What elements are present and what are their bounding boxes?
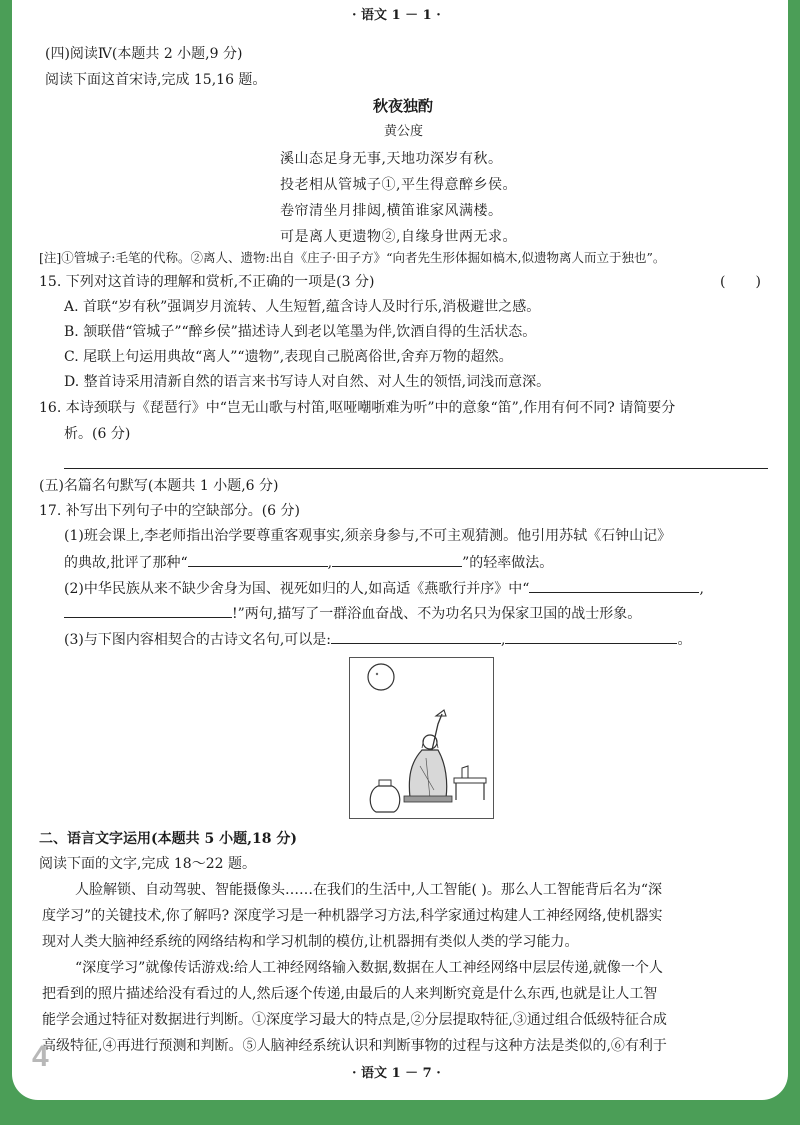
part-2-para2-line4: 高级特征,④再进行预测和判断。⑤人脑神经系统认识和判断事物的过程与这种方法是类似的,⑥有利于 <box>42 1038 667 1054</box>
poem-line-4: 可是离人更遗物②,自缘身世两无求。 <box>280 229 517 245</box>
poem-title: 秋夜独酌 <box>373 97 434 115</box>
q15-option-a: A. 首联“岁有秋”强调岁月流转、人生短暂,蕴含诗人及时行乐,消极避世之感。 <box>64 299 541 315</box>
q17-blank-3[interactable] <box>529 578 699 593</box>
reading-4-instruction: 阅读下面这首宋诗,完成 15,16 题。 <box>45 72 267 88</box>
section-5-heading: (五)名篇名句默写(本题共 1 小题,6 分) <box>39 478 279 494</box>
q15-option-d: D. 整首诗采用清新自然的语言来书写诗人对自然、对人生的领悟,词浅而意深。 <box>64 374 551 390</box>
q15-answer-paren[interactable]: ( ) <box>720 274 761 290</box>
part-2-para2-line3: 能学会通过特征对数据进行判断。①深度学习最大的特点是,②分层提取特征,③通过组合低级特征合成 <box>42 1012 667 1028</box>
q17-blank-5[interactable] <box>331 629 501 644</box>
reading-4-heading: (四)阅读Ⅳ(本题共 2 小题,9 分) <box>45 46 243 62</box>
part-2-para1-line2: 度学习”的关键技术,你了解吗? 深度学习是一种机器学习方法,科学家通过构建人工神经网络,使机器实 <box>42 908 663 924</box>
q17-part3-line: (3)与下图内容相契合的古诗文名句,可以是: , 。 <box>64 629 691 650</box>
part-2-para1-line3: 现对人类大脑神经系统的网络结构和学习机制的模仿,让机器拥有类似人类的学习能力。 <box>42 934 579 950</box>
q16-line-2: 析。(6 分) <box>64 426 131 442</box>
q17-blank-1[interactable] <box>188 552 328 567</box>
part-2-para2-line2: 把看到的照片描述给没有看过的人,然后逐个传递,由最后的人来判断究竟是什么东西,也就是让人工智 <box>42 986 658 1002</box>
page-number: 4 <box>32 1040 49 1073</box>
page-header: · 语文 1 － 1 · <box>352 8 441 23</box>
part-2-instruction: 阅读下面的文字,完成 18～22 题。 <box>39 856 256 872</box>
q17-part1-line1: (1)班会课上,李老师指出治学要尊重客观事实,须亲身参与,不可主观猜测。他引用苏轼《石钟山记》 <box>64 528 672 544</box>
poem-line-1: 溪山态足身无事,天地功深岁有秋。 <box>280 151 503 167</box>
exam-page <box>12 0 788 1100</box>
q17-part1-line2: 的典故,批评了那种“ , ”的轻率做法。 <box>64 552 553 573</box>
poem-note: [注]①管城子:毛笔的代称。②离人、遗物:出自《庄子·田子方》“向者先生形体掘如槁木,似遗物离人而立于独也”。 <box>39 250 666 265</box>
poem-author: 黄公度 <box>384 124 424 139</box>
poem-line-2: 投老相从管城子①,平生得意醉乡侯。 <box>280 177 517 193</box>
q16-line-1: 16. 本诗颈联与《琵琶行》中“岂无山歌与村笛,呕哑嘲哳难为听”中的意象“笛”,作用有何不同? 请简要分 <box>39 400 676 416</box>
page-footer: · 语文 1 － 7 · <box>352 1066 441 1081</box>
q17-stem: 17. 补写出下列句子中的空缺部分。(6 分) <box>39 503 300 519</box>
part-2-heading: 二、语言文字运用(本题共 5 小题,18 分) <box>39 831 297 847</box>
q17-blank-4[interactable] <box>64 603 232 618</box>
scholar-moon-illustration <box>349 657 494 819</box>
q16-answer-line[interactable] <box>64 468 768 469</box>
q15-stem: 15. 下列对这首诗的理解和赏析,不正确的一项是(3 分) <box>39 274 375 290</box>
q17-part2-line2: !”两句,描写了一群浴血奋战、不为功名只为保家卫国的战士形象。 <box>64 603 641 624</box>
q17-blank-6[interactable] <box>505 629 677 644</box>
q15-option-b: B. 颔联借“管城子”“醉乡侯”描述诗人到老以笔墨为伴,饮酒自得的生活状态。 <box>64 324 537 340</box>
q15-option-c: C. 尾联上句运用典故“离人”“遗物”,表现自己脱离俗世,舍弃万物的超然。 <box>64 349 513 365</box>
q17-part2-line1: (2)中华民族从来不缺少舍身为国、视死如归的人,如高适《燕歌行并序》中“ , <box>64 578 704 599</box>
poem-line-3: 卷帘清坐月排闼,横笛谁家风满楼。 <box>280 203 503 219</box>
part-2-para2-line1: “深度学习”就像传话游戏:给人工神经网络输入数据,数据在人工神经网络中层层传递,就像一个人 <box>75 960 663 976</box>
q17-blank-2[interactable] <box>332 552 462 567</box>
part-2-para1-line1: 人脸解锁、自动驾驶、智能摄像头……在我们的生活中,人工智能( )。那么人工智能背后名为“深 <box>75 882 662 898</box>
illustration-drawing <box>350 658 493 818</box>
